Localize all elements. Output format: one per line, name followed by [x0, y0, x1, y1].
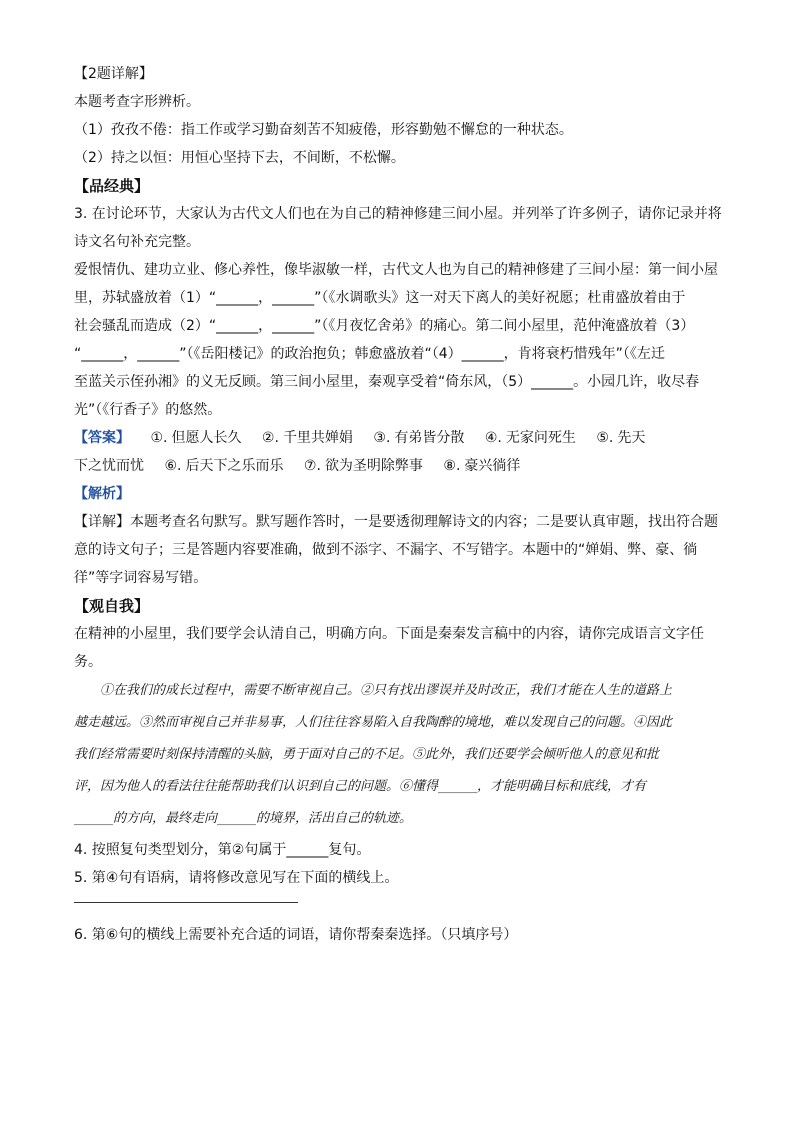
answer-item: ⑥. 后天下之乐而乐: [164, 458, 284, 474]
q3-line: 诗文名句补充完整。: [74, 234, 200, 250]
passage-line: ______的方向，最终走向______的境界，活出自己的轨迹。: [74, 811, 413, 826]
answer-item: ⑧. 豪兴徜徉: [443, 458, 521, 474]
detail-label: 【详解】: [74, 514, 130, 530]
answer-item: ④. 无家问死生: [484, 430, 576, 446]
self-intro-line: 务。: [74, 654, 102, 670]
q2-item-1: （1）孜孜不倦：指工作或学习勤奋刻苦不知疲倦，形容勤勉不懈怠的一种状态。: [74, 122, 573, 138]
q3-line: 爱恨情仇、建功立业、修心养性，像毕淑敏一样，古代文人也为自己的精神修建了三间小屋：第一间小屋: [74, 262, 718, 278]
self-intro-line: 在精神的小屋里，我们要学会认清自己，明确方向。下面是秦秦发言稿中的内容，请你完成语言文字任: [74, 626, 704, 642]
passage-line: 我们经常需要时刻保持清醒的头脑，勇于面对自己的不足。⑤此外，我们还要学会倾听他人的意见和批: [74, 747, 660, 762]
document-content: [74, 64, 724, 953]
detail-line: 意的诗文句子；三是答题内容要准确，做到不添字、不漏字、不写错字。本题中的“婵娟、弊、豪、徜: [74, 542, 698, 558]
answer-blank-line[interactable]: [74, 902, 298, 903]
detail-text: 本题考查名句默写。默写题作答时，一是要透彻理解诗文的内容；二是要认真审题，找出符合题: [130, 514, 718, 530]
analysis-label: 【解析】: [74, 486, 130, 502]
q3-line: 至蓝关示侄孙湘》的义无反顾。第三间小屋里，秦观享受着“倚东风，（5）______。小园几许，收尽春: [74, 374, 700, 390]
answer-line-1: [74, 428, 724, 448]
answer-item: ⑤. 先天: [596, 430, 646, 446]
answer-item: ⑦. 欲为圣明除弊事: [303, 458, 423, 474]
q3-line: 3. 在讨论环节，大家认为古代文人们也在为自己的精神修建三间小屋。并列举了许多例子，请你记录并将: [74, 206, 722, 222]
answer-item: ③. 有弟皆分散: [373, 430, 465, 446]
question-4: 4. 按照复句类型划分，第②句属于______复句。: [74, 842, 371, 858]
answer-line-2: [74, 456, 724, 476]
answer-item: 下之忧而忧: [74, 458, 144, 474]
self-heading: 【观自我】: [74, 597, 150, 615]
classic-heading: 【品经典】: [74, 177, 150, 195]
passage-line: 越走越远。③然而审视自己并非易事，人们往往容易陷入自我陶醉的境地，难以发现自己的问题。④因此: [74, 715, 673, 730]
detail-line: 徉”等字词容易写错。: [74, 570, 208, 586]
answer-item: ①. 但愿人长久: [150, 430, 242, 446]
q3-line: “______，______”（《岳阳楼记》的政治抱负；韩愈盛放着“（4）______，肯将衰朽惜残年”（《左迁: [74, 346, 665, 362]
speech-passage: [74, 680, 724, 830]
passage-line: ①在我们的成长过程中，需要不断审视自己。②只有找出谬误并及时改正，我们才能在人生的道路上: [100, 683, 673, 698]
passage-line: 评，因为他人的看法往往能帮助我们认识到自己的问题。⑥懂得______，才能明确目标和底线，才有: [74, 779, 647, 794]
q2-heading: 【2题详解】: [74, 66, 153, 82]
detail-line-1: [74, 512, 724, 532]
question-6: 6. 第⑥句的横线上需要补充合适的词语，请你帮秦秦选择。（只填序号）: [74, 927, 518, 943]
q3-line: 光”（《行香子》的悠然。: [74, 402, 222, 418]
question-5: 5. 第④句有语病，请将修改意见写在下面的横线上。: [74, 870, 399, 886]
q2-intro: 本题考查字形辨析。: [74, 94, 200, 110]
q3-line: 社会骚乱而造成（2）“______，______”（《月夜忆舍弟》的痛心。第二间小屋里，范仲淹盛放着（3）: [74, 318, 695, 334]
q3-line: 里，苏轼盛放着（1）“______，______”（《水调歌头》这一对天下离人的美好祝愿；杜甫盛放着由于: [74, 290, 686, 306]
answer-item: ②. 千里共婵娟: [261, 430, 353, 446]
answer-label: 【答案】: [74, 430, 130, 446]
q2-item-2: （2）持之以恒：用恒心坚持下去，不间断，不松懈。: [74, 150, 405, 166]
